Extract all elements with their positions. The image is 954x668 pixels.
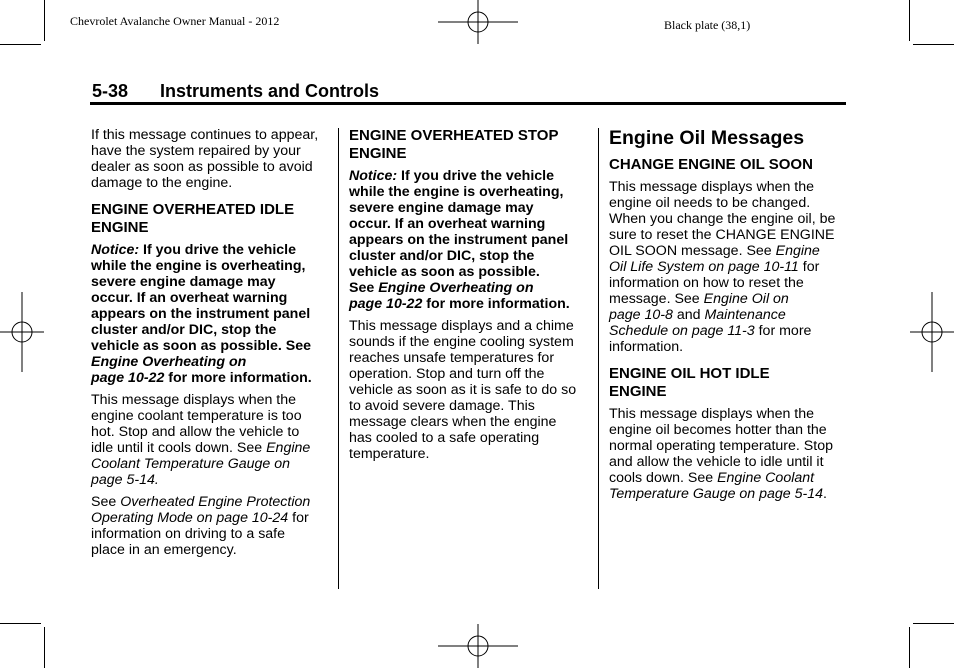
text-fragment: OIL SOON message. See <box>609 243 776 259</box>
text-line: place in an emergency. <box>91 542 237 558</box>
text-line <box>609 291 849 307</box>
text-line <box>91 494 331 510</box>
text-line: and allow the vehicle to idle until it <box>609 454 824 470</box>
registration-mark-right <box>910 292 954 372</box>
cross-reference-link[interactable]: Overheated Engine Protection <box>120 494 311 510</box>
text-line <box>609 470 849 486</box>
heading-line: ENGINE OVERHEATED STOP <box>349 127 559 144</box>
text-line: has cooled to a safe operating <box>349 430 540 446</box>
crop-mark <box>0 623 41 624</box>
text-line <box>91 472 331 488</box>
text-fragment: See <box>349 280 379 296</box>
crop-mark <box>909 0 910 41</box>
text-fragment: and <box>672 307 705 323</box>
text-line: reaches unsafe temperatures for <box>349 350 555 366</box>
text-fragment: idle until it cools down. See <box>91 440 267 456</box>
text-line: dealer as soon as possible to avoid <box>91 159 313 175</box>
text-line: This message displays and a chime <box>349 318 574 334</box>
page-header <box>92 81 379 102</box>
text-line <box>349 296 589 312</box>
text-line: occur. If an overheat warning <box>349 216 546 232</box>
column-2 <box>349 127 589 468</box>
text-line: This message displays when the <box>91 392 297 408</box>
heading-overheated-idle <box>91 201 331 237</box>
notice-text: If you drive the vehicle <box>139 242 296 258</box>
column-1 <box>91 127 331 564</box>
text-line: damage to the engine. <box>91 175 233 191</box>
notice-tail: for more information. <box>422 296 570 312</box>
heading-oil-hot-idle <box>609 365 849 401</box>
text-line <box>349 280 589 296</box>
notice-block <box>349 168 589 312</box>
text-line: vehicle as soon as it is safe to do so <box>349 382 577 398</box>
cross-reference-link[interactable]: Oil Life System on page 10-11 <box>609 259 799 275</box>
cross-reference-link[interactable]: Engine <box>266 440 311 456</box>
cross-reference-link[interactable]: Engine Oil on <box>703 291 789 307</box>
heading-line: ENGINE <box>349 145 407 162</box>
crop-mark <box>913 623 954 624</box>
text-line <box>91 456 331 472</box>
paragraph-intro <box>91 127 331 191</box>
text-line: while the engine is overheating, <box>349 184 564 200</box>
text-line: When you change the engine oil, be <box>609 211 836 227</box>
text-line: message clears when the engine <box>349 414 557 430</box>
text-line: severe engine damage may <box>91 274 276 290</box>
notice-text: If you drive the vehicle <box>397 168 554 184</box>
text-line: vehicle as soon as possible. <box>349 264 540 280</box>
cross-reference-link[interactable]: Operating Mode on page 10-24 <box>91 510 289 526</box>
cross-reference-link[interactable]: Engine Overheating on <box>91 354 247 370</box>
text-line: normal operating temperature. Stop <box>609 438 833 454</box>
cross-reference-link[interactable]: Engine Overheating on <box>378 280 534 296</box>
text-line: severe engine damage may <box>349 200 534 216</box>
cross-reference-link[interactable]: Engine Coolant <box>717 470 815 486</box>
cross-reference-link[interactable]: Schedule on page 11-3 <box>609 323 755 339</box>
heading-line: ENGINE OVERHEATED IDLE <box>91 201 295 218</box>
heading-line: ENGINE OIL HOT IDLE <box>609 365 770 382</box>
notice-tail: for more information. <box>164 370 312 386</box>
text-line: sounds if the engine cooling system <box>349 334 574 350</box>
text-line: while the engine is overheating, <box>91 258 306 274</box>
cross-reference-link[interactable]: Engine <box>775 243 820 259</box>
text-line: information on driving to a safe <box>91 526 286 542</box>
paragraph-body <box>349 318 589 462</box>
section-title: Instruments and Controls <box>160 81 380 101</box>
text-line: cluster and/or DIC, stop the <box>349 248 535 264</box>
plate-label: Black plate (38,1) <box>664 18 751 32</box>
text-line <box>91 242 331 258</box>
text-line: hot. Stop and allow the vehicle to <box>91 424 300 440</box>
paragraph-see <box>91 494 331 558</box>
cross-reference-link[interactable]: page 10-8 <box>609 307 673 323</box>
crop-mark <box>44 0 45 41</box>
text-line <box>609 243 849 259</box>
text-line: appears on the instrument panel <box>91 306 311 322</box>
text-line: engine oil becomes hotter than the <box>609 422 827 438</box>
heading-change-oil: CHANGE ENGINE OIL SOON <box>609 156 813 173</box>
cross-reference-link[interactable]: Coolant Temperature Gauge on <box>91 456 291 472</box>
text-fragment: . <box>823 486 827 502</box>
registration-mark-top <box>438 0 518 44</box>
header-rule <box>90 102 846 105</box>
text-fragment: for <box>798 259 820 275</box>
paragraph-change-oil <box>609 179 849 355</box>
text-fragment: for more <box>754 323 812 339</box>
text-line <box>609 323 849 339</box>
text-line <box>91 440 331 456</box>
text-fragment: message. See <box>609 291 704 307</box>
text-line: information on how to reset the <box>609 275 804 291</box>
text-line: cluster and/or DIC, stop the <box>91 322 277 338</box>
text-line: If this message continues to appear, <box>91 127 319 143</box>
paragraph-oil-hot <box>609 406 849 502</box>
text-line: occur. If an overheat warning <box>91 290 288 306</box>
section-heading-engine-oil: Engine Oil Messages <box>609 127 805 149</box>
crop-mark <box>909 627 910 668</box>
text-line: operation. Stop and turn off the <box>349 366 545 382</box>
text-fragment: cools down. See <box>609 470 718 486</box>
text-line: This message displays when the <box>609 179 815 195</box>
text-line <box>91 370 331 386</box>
text-line: to avoid severe damage. This <box>349 398 535 414</box>
text-line: engine oil needs to be changed. <box>609 195 811 211</box>
manual-title: Chevrolet Avalanche Owner Manual - 2012 <box>70 14 280 28</box>
notice-label: Notice: <box>349 168 398 184</box>
notice-label: Notice: <box>91 242 140 258</box>
text-line: This message displays when the <box>609 406 815 422</box>
text-fragment: See <box>91 494 121 510</box>
cross-reference-link[interactable]: Temperature Gauge on page 5-14 <box>609 486 824 502</box>
crop-mark <box>0 44 41 45</box>
cross-reference-link[interactable]: Maintenance <box>704 307 786 323</box>
crop-mark <box>913 44 954 45</box>
column-divider <box>338 128 339 589</box>
heading-line: ENGINE <box>609 383 667 400</box>
page-number: 5-38 <box>92 81 129 101</box>
heading-line: ENGINE <box>91 219 149 236</box>
column-divider <box>598 128 599 589</box>
text-line: engine coolant temperature is too <box>91 408 302 424</box>
column-3 <box>609 127 849 508</box>
text-line: appears on the instrument panel <box>349 232 569 248</box>
text-line <box>91 354 331 370</box>
text-line: vehicle as soon as possible. See <box>91 338 312 354</box>
crop-mark <box>44 627 45 668</box>
notice-block <box>91 242 331 386</box>
text-fragment: for <box>288 510 309 526</box>
text-line <box>349 168 589 184</box>
text-line <box>609 259 849 275</box>
cross-reference-link[interactable]: page 10-22 <box>91 370 165 386</box>
registration-mark-bottom <box>438 624 518 668</box>
text-line: sure to reset the CHANGE ENGINE <box>609 227 835 243</box>
text-line <box>91 510 331 526</box>
text-line <box>609 486 849 502</box>
heading-overheated-stop <box>349 127 589 163</box>
text-line: temperature. <box>349 446 430 462</box>
cross-reference-link[interactable]: page 5-14. <box>91 472 159 488</box>
paragraph-body <box>91 392 331 488</box>
text-line: information. <box>609 339 684 355</box>
text-line: have the system repaired by your <box>91 143 301 159</box>
cross-reference-link[interactable]: page 10-22 <box>349 296 423 312</box>
text-line <box>609 307 849 323</box>
registration-mark-left <box>0 292 44 372</box>
